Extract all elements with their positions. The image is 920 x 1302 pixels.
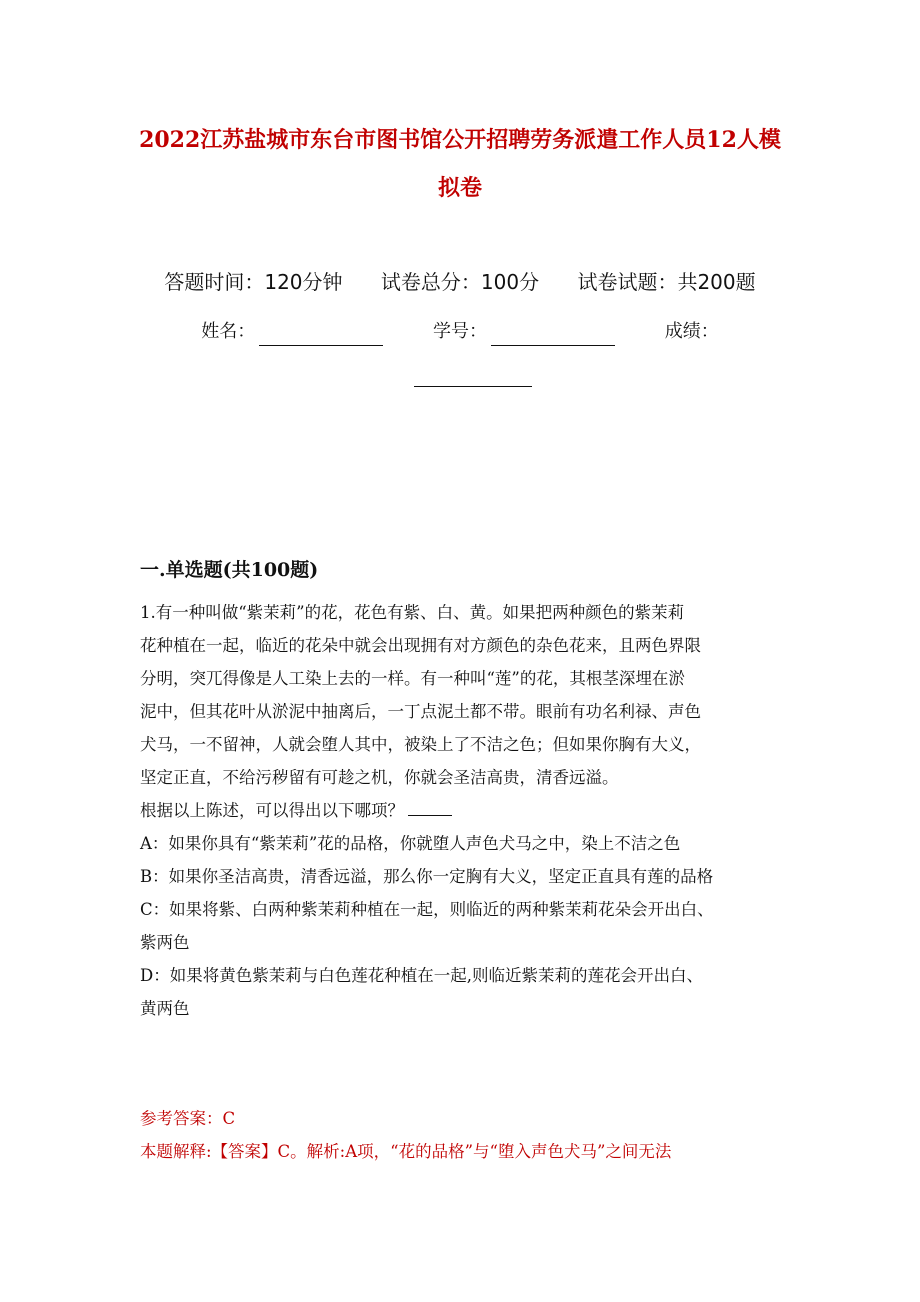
student-info-fields [0, 318, 920, 346]
question-1 [140, 596, 782, 1025]
name-label: 姓名： [201, 321, 256, 342]
option-c-line-1: C：如果将紫、白两种紫茉莉种植在一起，则临近的两种紫茉莉花朵会开出白、 [140, 900, 714, 919]
answer-blank [408, 797, 452, 816]
question-stem-line: 1.有一种叫做“紫茉莉”的花，花色有紫、白、黄。如果把两种颜色的紫茉莉 [140, 603, 685, 622]
title-line-1: 2022江苏盐城市东台市图书馆公开招聘劳务派遣工作人员12人模 [139, 127, 781, 153]
section-heading: 一.单选题(共100题) [140, 559, 319, 581]
option-b: B：如果你圣洁高贵，清香远溢，那么你一定胸有大义，坚定正直具有莲的品格 [140, 867, 714, 886]
option-d-line-2: 黄两色 [140, 999, 190, 1018]
student-id-blank[interactable] [491, 325, 615, 346]
exam-time: 答题时间：120分钟 [164, 270, 343, 294]
question-prompt-line [140, 794, 782, 827]
question-prompt: 根据以上陈述，可以得出以下哪项？ [140, 801, 404, 820]
answer-explanation: 本题解释:【答案】C。解析:A项，“花的品格”与“堕入声色犬马”之间无法 [140, 1142, 672, 1161]
name-blank[interactable] [259, 325, 383, 346]
exam-meta [0, 266, 920, 298]
score-label: 成绩： [664, 321, 719, 342]
student-id-field [433, 318, 615, 346]
title-line-2: 拟卷 [437, 175, 482, 201]
question-stem-line: 花种植在一起，临近的花朵中就会出现拥有对方颜色的杂色花来，且两色界限 [140, 636, 701, 655]
score-field [665, 318, 719, 346]
option-d-line-1: D：如果将黄色紫茉莉与白色莲花种植在一起,则临近紫茉莉的莲花会开出白、 [140, 966, 703, 985]
exam-total-score: 试卷总分：100分 [380, 270, 540, 294]
score-blank[interactable] [414, 366, 532, 387]
student-id-label: 学号： [433, 321, 487, 342]
question-stem-line: 泥中，但其花叶从淤泥中抽离后，一丁点泥土都不带。眼前有功名利禄、声色 [140, 702, 701, 721]
document-title [130, 116, 790, 212]
reference-answer: 参考答案：C [140, 1109, 236, 1128]
exam-question-count: 试卷试题：共200题 [577, 270, 756, 294]
answer-block [140, 1102, 782, 1168]
option-a: A：如果你具有“紫茉莉”花的品格，你就堕人声色犬马之中，染上不洁之色 [140, 834, 681, 853]
option-c-line-2: 紫两色 [140, 933, 190, 952]
name-field [201, 318, 383, 346]
question-stem-line: 分明，突兀得像是人工染上去的一样。有一种叫“莲”的花，其根茎深埋在淤 [140, 669, 685, 688]
question-stem-line: 坚定正直，不给污秽留有可趁之机，你就会圣洁高贵，清香远溢。 [140, 768, 619, 787]
question-stem-line: 犬马，一不留神，人就会堕人其中，被染上了不洁之色；但如果你胸有大义， [140, 735, 701, 754]
